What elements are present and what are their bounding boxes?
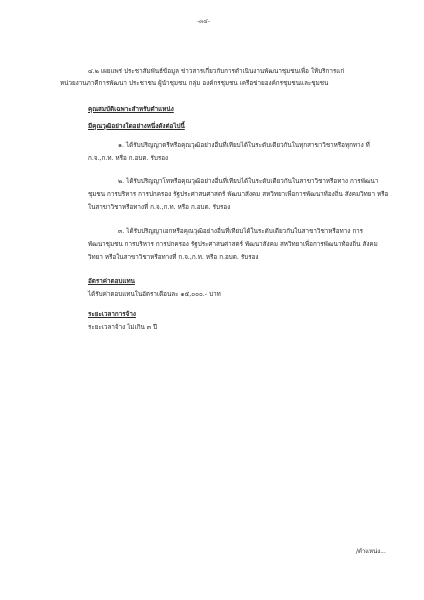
qualification-3-line3: วิทยา หรือในสาขาวิชาหรือทางที่ ก.จ.,ก.ท. หรือ ก.อบต. รับรอง xyxy=(88,254,259,261)
compensation-heading: อัตราค่าตอบแทน xyxy=(88,278,135,285)
qualification-3-line1: ๓. ได้รับปริญญาเอกหรือคุณวุฒิอย่างอื่นที่เทียบได้ในระดับเดียวกันในสาขาวิชาหรือทาง การ xyxy=(118,228,364,235)
qualification-2-line2: ชุมชน การบริหาร การปกครอง รัฐประศาสนศาสตร์ พัฒนาสังคม สหวิทยาเพื่อการพัฒนาท้องถิ่น สังคมวิทยา หรือ xyxy=(88,191,389,198)
item-42-line2: หน่วยงานภาคีการพัฒนา ประชาชน ผู้นำชุมชน กลุ่ม องค์กรชุมชน เครือข่ายองค์กรชุมชนและชุมชน xyxy=(60,80,329,87)
qualification-1-line2: ก.จ.,ก.ท. หรือ ก.อบต. รับรอง xyxy=(88,155,169,162)
page-number: -๓๔- xyxy=(197,18,210,25)
qualification-3-line2: พัฒนาชุมชน การบริหาร การปกครอง รัฐประศาสนศาสตร์ พัฒนาสังคม สหวิทยาเพื่อการพัฒนาท้องถิ่น สังคม xyxy=(88,241,378,248)
qualification-2-line1: ๒. ได้รับปริญญาโทหรือคุณวุฒิอย่างอื่นที่เทียบได้ในระดับเดียวกันในสาขาวิชาหรือทาง การพัฒนา xyxy=(118,178,379,185)
qualifications-heading: คุณสมบัติเฉพาะสำหรับตำแหน่ง xyxy=(88,106,174,113)
qualification-2-line3: ในสาขาวิชาหรือทางที่ ก.จ.,ก.ท. หรือ ก.อบต. รับรอง xyxy=(88,204,231,211)
compensation-text: ได้รับค่าตอบแทนในอัตราเดือนละ ๑๕,๐๐๐.- บาท xyxy=(88,291,221,298)
qualification-1-line1: ๑. ได้รับปริญญาตรีหรือคุณวุฒิอย่างอื่นที่เทียบได้ในระดับเดียวกันในทุกสาขาวิชาหรือทุกทาง ที่ xyxy=(118,142,370,149)
contract-period-heading: ระยะเวลาการจ้าง xyxy=(88,311,136,318)
qualifications-subheading: มีคุณวุฒิอย่างใดอย่างหนึ่งดังต่อไปนี้ xyxy=(88,123,185,130)
item-42-line1: ๔.๒ เผยแพร่ ประชาสัมพันธ์ข้อมูล ข่าวสารเกี่ยวกับการดำเนินงานพัฒนาชุมชนเพื่อ ให้บริการแก่ xyxy=(88,68,345,75)
continuation-marker: /ตำแหน่ง... xyxy=(356,548,386,555)
contract-period-text: ระยะเวลาจ้าง ไม่เกิน ๓ ปี xyxy=(88,324,158,331)
